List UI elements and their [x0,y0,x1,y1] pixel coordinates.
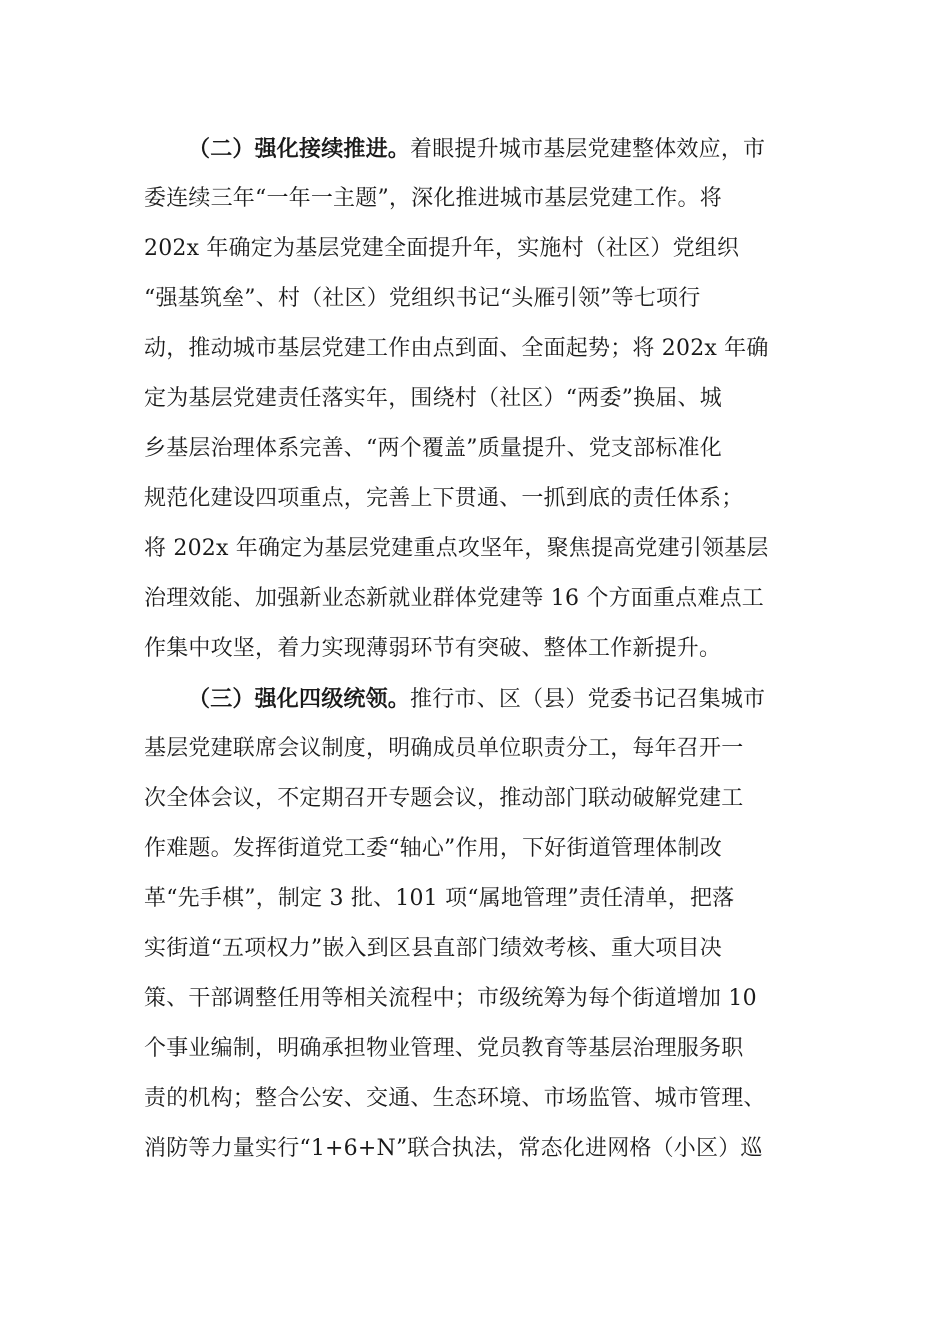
section-3-line-5: 革“先手棋”，制定 3 批、101 项“属地管理”责任清单，把落 [144,886,735,911]
section-2-line-8: 规范化建设四项重点，完善上下贯通、一抓到底的责任体系； [144,486,744,511]
section-2-line-7: 乡基层治理体系完善、“两个覆盖”质量提升、党支部标准化 [144,436,722,461]
section-3-first-line [144,674,806,724]
section-3-heading: （三）强化四级统领。 [188,686,411,712]
section-2-line-10: 治理效能、加强新业态新就业群体党建等 16 个方面重点难点工 [144,586,764,611]
section-2-line-2: 委连续三年“一年一主题”，深化推进城市基层党建工作。将 [144,186,722,211]
section-2-heading: （二）强化接续推进。 [188,136,411,162]
section-2-line-4: “强基筑垒”、村（社区）党组织书记“头雁引领”等七项行 [144,286,701,311]
section-2-line-9: 将 202x 年确定为基层党建重点攻坚年，聚焦提高党建引领基层 [144,536,769,561]
section-3-line-7: 策、干部调整任用等相关流程中；市级统筹为每个街道增加 10 [144,986,757,1011]
section-3-line-3: 次全体会议，不定期召开专题会议，推动部门联动破解党建工 [144,786,744,811]
section-3-line-6: 实街道“五项权力”嵌入到区县直部门绩效考核、重大项目决 [144,936,722,961]
document-body [144,124,806,1174]
section-2-line-5: 动，推动城市基层党建工作由点到面、全面起势；将 202x 年确 [144,336,769,361]
section-2-first-line [144,124,806,174]
section-3-line-1: 推行市、区（县）党委书记召集城市 [410,687,766,712]
section-3-line-2: 基层党建联席会议制度，明确成员单位职责分工，每年召开一 [144,736,744,761]
section-2-line-6: 定为基层党建责任落实年，围绕村（社区）“两委”换届、城 [144,386,722,411]
section-2-line-3: 202x 年确定为基层党建全面提升年，实施村（社区）党组织 [144,236,740,261]
section-3-line-8: 个事业编制，明确承担物业管理、党员教育等基层治理服务职 [144,1036,744,1061]
section-2-line-1: 着眼提升城市基层党建整体效应，市 [410,137,766,162]
section-3-line-4: 作难题。发挥街道党工委“轴心”作用，下好街道管理体制改 [144,836,722,861]
section-3-line-10: 消防等力量实行“1+6+N”联合执法，常态化进网格（小区）巡 [144,1136,763,1161]
section-2-line-11: 作集中攻坚，着力实现薄弱环节有突破、整体工作新提升。 [144,636,722,661]
section-3-line-9: 责的机构；整合公安、交通、生态环境、市场监管、城市管理、 [144,1086,766,1111]
